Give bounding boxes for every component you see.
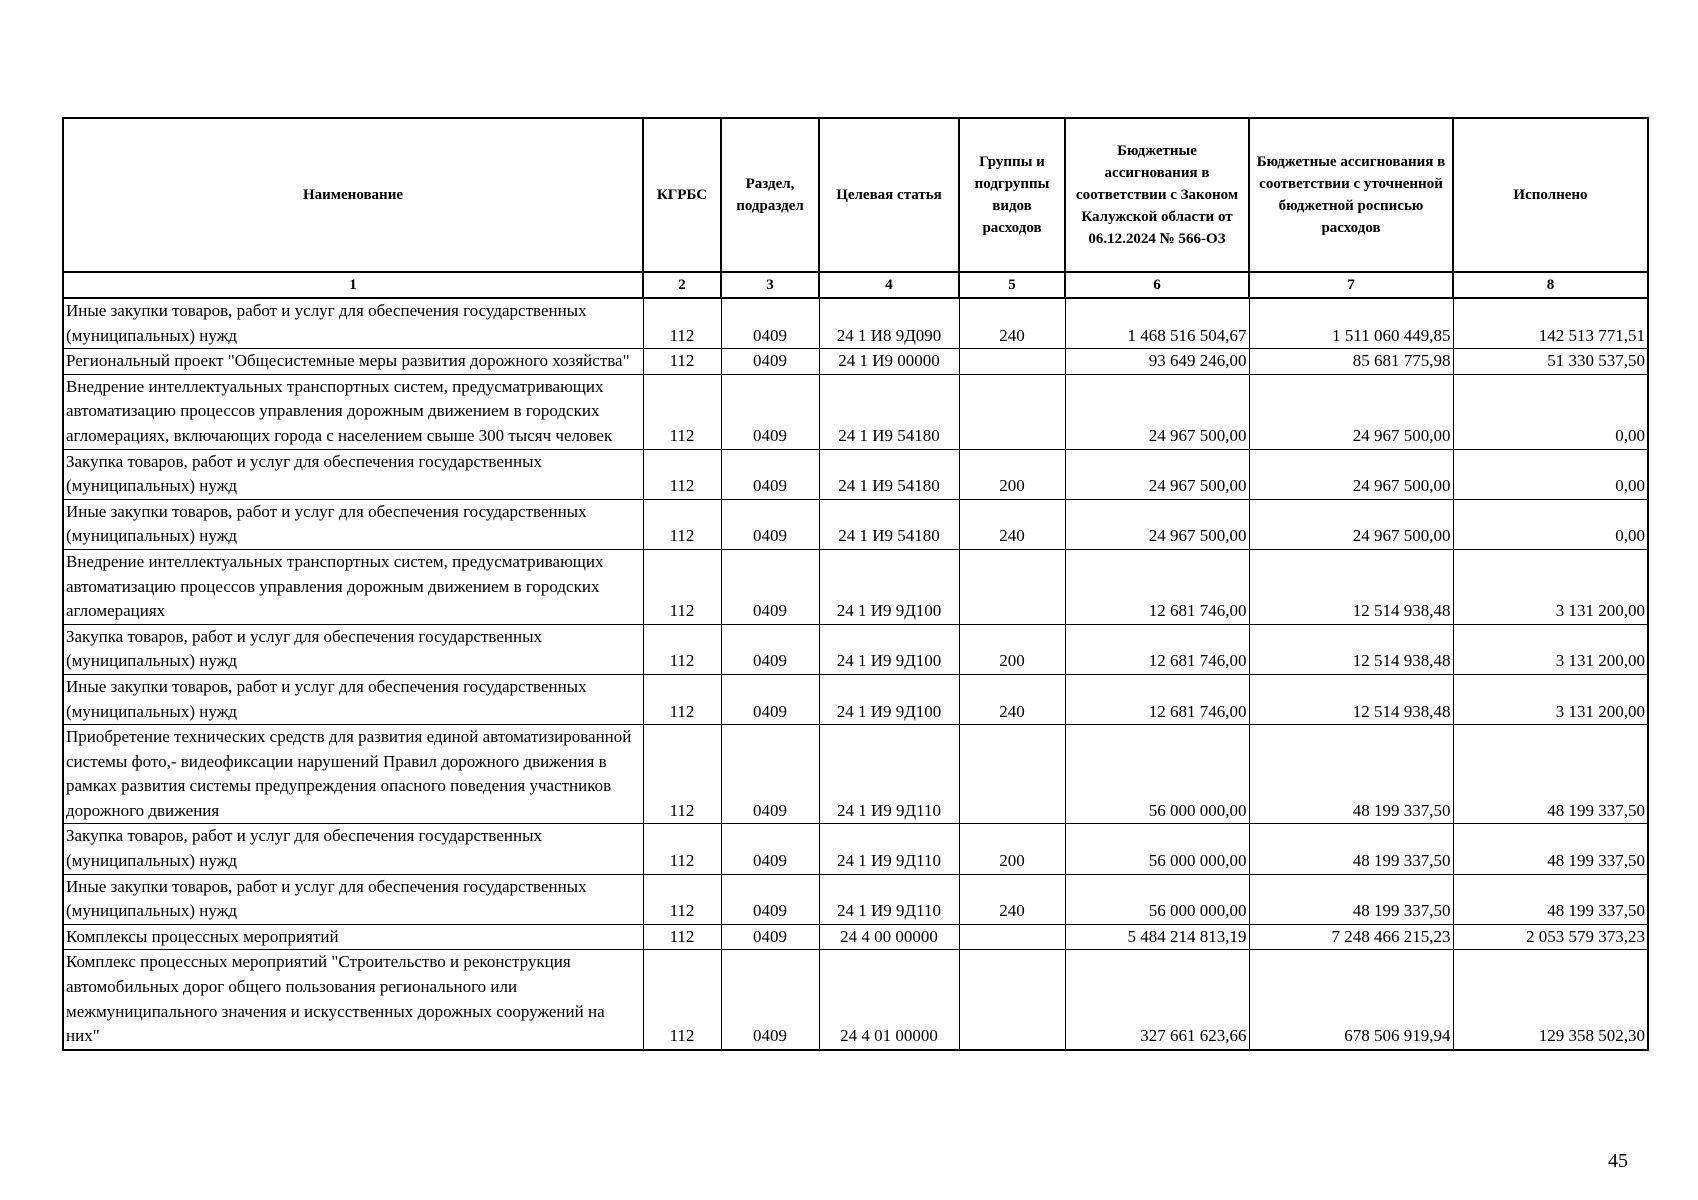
row-executed-amount: 2 053 579 373,23: [1453, 924, 1648, 950]
row-kgrbs: 112: [643, 499, 721, 549]
header-name: Наименование: [63, 118, 643, 272]
row-executed-amount: 3 131 200,00: [1453, 624, 1648, 674]
table-row: [63, 499, 1648, 549]
row-name: Внедрение интеллектуальных транспортных систем, предусматривающих автоматизацию процессов управления дорожным движением в городских агломерациях: [63, 549, 643, 624]
row-plan-amount: 24 967 500,00: [1249, 499, 1453, 549]
row-target-article: 24 1 И9 9Д100: [819, 549, 959, 624]
column-number-row: [63, 272, 1648, 298]
row-razdel: 0409: [721, 674, 819, 724]
row-kgrbs: 112: [643, 349, 721, 375]
row-kgrbs: 112: [643, 874, 721, 924]
row-law-amount: 5 484 214 813,19: [1065, 924, 1249, 950]
table-row: [63, 950, 1648, 1050]
row-plan-amount: 12 514 938,48: [1249, 549, 1453, 624]
row-executed-amount: 0,00: [1453, 499, 1648, 549]
row-razdel: 0409: [721, 499, 819, 549]
header-razdel: Раздел, подраздел: [721, 118, 819, 272]
row-law-amount: 327 661 623,66: [1065, 950, 1249, 1050]
row-target-article: 24 1 И9 9Д110: [819, 874, 959, 924]
row-target-article: 24 1 И9 00000: [819, 349, 959, 375]
row-law-amount: 1 468 516 504,67: [1065, 298, 1249, 349]
row-plan-amount: 1 511 060 449,85: [1249, 298, 1453, 349]
row-razdel: 0409: [721, 725, 819, 824]
row-executed-amount: 48 199 337,50: [1453, 824, 1648, 874]
header-kgrbs: КГРБС: [643, 118, 721, 272]
row-target-article: 24 1 И9 54180: [819, 449, 959, 499]
row-kgrbs: 112: [643, 374, 721, 449]
table-row: [63, 824, 1648, 874]
table-row: [63, 449, 1648, 499]
row-expense-group: 200: [959, 624, 1065, 674]
row-name: Иные закупки товаров, работ и услуг для обеспечения государственных (муниципальных) нужд: [63, 298, 643, 349]
row-expense-group: [959, 374, 1065, 449]
row-target-article: 24 1 И9 9Д110: [819, 725, 959, 824]
header-law-allocations: Бюджетные ассигнования в соответствии с Законом Калужской области от 06.12.2024 № 566-ОЗ: [1065, 118, 1249, 272]
row-razdel: 0409: [721, 824, 819, 874]
row-target-article: 24 4 01 00000: [819, 950, 959, 1050]
row-kgrbs: 112: [643, 950, 721, 1050]
row-kgrbs: 112: [643, 549, 721, 624]
row-expense-group: 240: [959, 298, 1065, 349]
column-number: 2: [643, 272, 721, 298]
row-target-article: 24 1 И9 9Д100: [819, 624, 959, 674]
row-razdel: 0409: [721, 298, 819, 349]
row-plan-amount: 678 506 919,94: [1249, 950, 1453, 1050]
row-law-amount: 12 681 746,00: [1065, 624, 1249, 674]
row-plan-amount: 12 514 938,48: [1249, 674, 1453, 724]
row-name: Иные закупки товаров, работ и услуг для обеспечения государственных (муниципальных) нужд: [63, 874, 643, 924]
table-row: [63, 374, 1648, 449]
row-kgrbs: 112: [643, 624, 721, 674]
column-number: 5: [959, 272, 1065, 298]
row-expense-group: 200: [959, 449, 1065, 499]
row-razdel: 0409: [721, 449, 819, 499]
table-row: [63, 674, 1648, 724]
row-plan-amount: 7 248 466 215,23: [1249, 924, 1453, 950]
row-expense-group: 240: [959, 499, 1065, 549]
row-executed-amount: 0,00: [1453, 374, 1648, 449]
row-law-amount: 56 000 000,00: [1065, 874, 1249, 924]
row-target-article: 24 1 И9 54180: [819, 499, 959, 549]
row-expense-group: 240: [959, 874, 1065, 924]
row-kgrbs: 112: [643, 449, 721, 499]
row-name: Закупка товаров, работ и услуг для обеспечения государственных (муниципальных) нужд: [63, 624, 643, 674]
row-expense-group: 200: [959, 824, 1065, 874]
table-row: [63, 624, 1648, 674]
table-row: [63, 874, 1648, 924]
column-number: 8: [1453, 272, 1648, 298]
table-row: [63, 924, 1648, 950]
row-expense-group: [959, 349, 1065, 375]
row-name: Внедрение интеллектуальных транспортных систем, предусматривающих автоматизацию процессов управления дорожным движением в городских агломерациях, включающих города с населением свыше 300 тысяч человек: [63, 374, 643, 449]
table-row: [63, 349, 1648, 375]
row-name: Иные закупки товаров, работ и услуг для обеспечения государственных (муниципальных) нужд: [63, 674, 643, 724]
row-name: Комплекс процессных мероприятий "Строительство и реконструкция автомобильных дорог общего пользования регионального или межмуниципального значения и искусственных дорожных сооружений на них": [63, 950, 643, 1050]
row-razdel: 0409: [721, 374, 819, 449]
row-plan-amount: 48 199 337,50: [1249, 824, 1453, 874]
row-name: Приобретение технических средств для развития единой автоматизированной системы фото,- видеофиксации нарушений Правил дорожного движения в рамках развития системы предупреждения опасного поведения участников дорожного движения: [63, 725, 643, 824]
row-law-amount: 93 649 246,00: [1065, 349, 1249, 375]
row-plan-amount: 48 199 337,50: [1249, 874, 1453, 924]
row-executed-amount: 3 131 200,00: [1453, 549, 1648, 624]
row-plan-amount: 48 199 337,50: [1249, 725, 1453, 824]
column-number: 4: [819, 272, 959, 298]
page-number: 45: [1608, 1150, 1628, 1172]
row-razdel: 0409: [721, 924, 819, 950]
row-kgrbs: 112: [643, 298, 721, 349]
row-executed-amount: 3 131 200,00: [1453, 674, 1648, 724]
row-law-amount: 56 000 000,00: [1065, 824, 1249, 874]
row-expense-group: 240: [959, 674, 1065, 724]
row-expense-group: [959, 725, 1065, 824]
row-law-amount: 24 967 500,00: [1065, 374, 1249, 449]
header-plan-allocations: Бюджетные ассигнования в соответствии с уточненной бюджетной росписью расходов: [1249, 118, 1453, 272]
row-target-article: 24 1 И8 9Д090: [819, 298, 959, 349]
row-kgrbs: 112: [643, 725, 721, 824]
row-executed-amount: 129 358 502,30: [1453, 950, 1648, 1050]
row-razdel: 0409: [721, 950, 819, 1050]
row-kgrbs: 112: [643, 924, 721, 950]
table-row: [63, 725, 1648, 824]
row-plan-amount: 85 681 775,98: [1249, 349, 1453, 375]
row-razdel: 0409: [721, 349, 819, 375]
row-law-amount: 24 967 500,00: [1065, 449, 1249, 499]
row-plan-amount: 24 967 500,00: [1249, 374, 1453, 449]
row-kgrbs: 112: [643, 824, 721, 874]
row-expense-group: [959, 924, 1065, 950]
column-number: 6: [1065, 272, 1249, 298]
row-name: Комплексы процессных мероприятий: [63, 924, 643, 950]
row-name: Иные закупки товаров, работ и услуг для обеспечения государственных (муниципальных) нужд: [63, 499, 643, 549]
header-executed: Исполнено: [1453, 118, 1648, 272]
row-name: Региональный проект "Общесистемные меры развития дорожного хозяйства": [63, 349, 643, 375]
row-target-article: 24 1 И9 9Д100: [819, 674, 959, 724]
row-executed-amount: 48 199 337,50: [1453, 725, 1648, 824]
row-target-article: 24 4 00 00000: [819, 924, 959, 950]
row-executed-amount: 48 199 337,50: [1453, 874, 1648, 924]
header-row: [63, 118, 1648, 272]
row-law-amount: 12 681 746,00: [1065, 549, 1249, 624]
row-law-amount: 12 681 746,00: [1065, 674, 1249, 724]
row-plan-amount: 12 514 938,48: [1249, 624, 1453, 674]
column-number: 1: [63, 272, 643, 298]
header-expense-groups: Группы и подгруппы видов расходов: [959, 118, 1065, 272]
header-target-article: Целевая статья: [819, 118, 959, 272]
row-executed-amount: 142 513 771,51: [1453, 298, 1648, 349]
row-razdel: 0409: [721, 549, 819, 624]
column-number: 7: [1249, 272, 1453, 298]
budget-table: [62, 117, 1649, 1051]
row-executed-amount: 0,00: [1453, 449, 1648, 499]
row-expense-group: [959, 950, 1065, 1050]
row-name: Закупка товаров, работ и услуг для обеспечения государственных (муниципальных) нужд: [63, 824, 643, 874]
row-plan-amount: 24 967 500,00: [1249, 449, 1453, 499]
row-target-article: 24 1 И9 54180: [819, 374, 959, 449]
row-target-article: 24 1 И9 9Д110: [819, 824, 959, 874]
column-number: 3: [721, 272, 819, 298]
row-law-amount: 56 000 000,00: [1065, 725, 1249, 824]
row-law-amount: 24 967 500,00: [1065, 499, 1249, 549]
table-row: [63, 549, 1648, 624]
row-executed-amount: 51 330 537,50: [1453, 349, 1648, 375]
row-name: Закупка товаров, работ и услуг для обеспечения государственных (муниципальных) нужд: [63, 449, 643, 499]
row-kgrbs: 112: [643, 674, 721, 724]
row-razdel: 0409: [721, 874, 819, 924]
table-row: [63, 298, 1648, 349]
row-expense-group: [959, 549, 1065, 624]
row-razdel: 0409: [721, 624, 819, 674]
